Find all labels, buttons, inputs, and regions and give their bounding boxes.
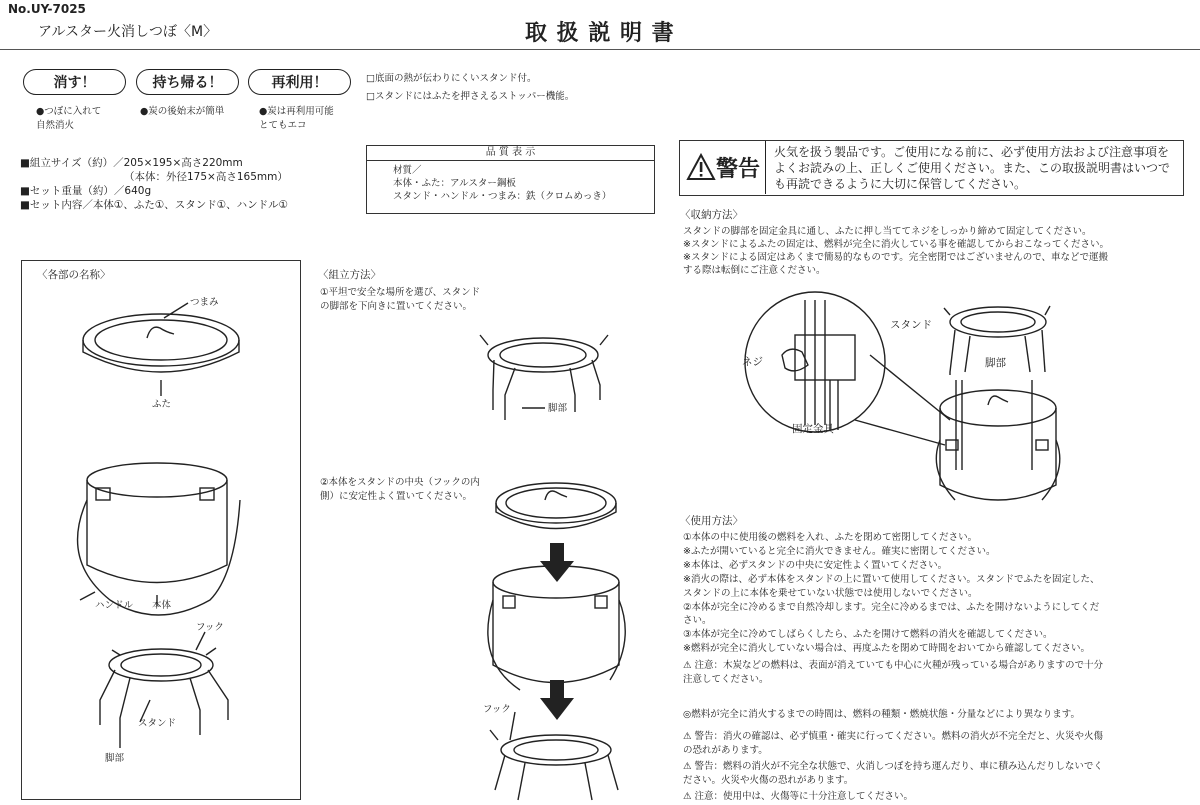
usage-heading: 〈使用方法〉 (680, 515, 743, 527)
assembly-pot-illustration (488, 566, 625, 690)
feature-pill-reuse: 再利用！ (248, 69, 351, 95)
storage-line-3: ※スタンドによる固定はあくまで簡易的なものです。完全密閉ではございませんので、車などで運搬 (683, 252, 1109, 263)
assembly-lid-illustration (496, 483, 616, 529)
storage-label-screw: ネジ (742, 356, 763, 368)
quality-line-2: 本体・ふた：アルスター鋼板 (393, 178, 516, 189)
storage-label-leg: 脚部 (985, 357, 1006, 369)
quality-title: 品 質 表 示 (367, 146, 654, 161)
usage-note: ◎燃料が完全に消火するまでの時間は、燃料の種類・燃焼状態・分量などにより異なります。 (683, 709, 1081, 720)
storage-line-1: スタンドの脚部を固定金具に通し、ふたに押し当ててネジをしっかり締めて固定してください。 (683, 226, 1092, 237)
feature-pill-carry: 持ち帰る！ (136, 69, 239, 95)
document-title: 取 扱 説 明 書 (525, 21, 675, 46)
storage-label-bracket: 固定金具 (792, 423, 834, 435)
usage-line-1: ①本体の中に使用後の燃料を入れ、ふたを閉めて密閉してください。 (683, 532, 978, 543)
usage-warning-1: ⚠ 警告：消火の確認は、必ず慎重・確実に行ってください。燃料の消火が不完全だと、火災や火傷 の恐れがあります。 (683, 731, 1104, 756)
spec-contents: ■セット内容／本体①、ふた①、スタンド①、ハンドル① (20, 199, 289, 211)
assembly-step-2: ②本体をスタンドの中央（フックの内側）に安定性よく置いてください。 (320, 477, 480, 502)
quality-line-3: スタンド・ハンドル・つまみ：鉄（クロムめっき） (393, 191, 612, 202)
assembly-stand-bottom-illustration (490, 712, 618, 800)
usage-line-2: ※ふたが開いていると完全に消火できません。確実に密閉してください。 (683, 546, 996, 557)
product-name: アルスター火消しつぼ〈M〉 (38, 24, 218, 40)
usage-line-8: ③本体が完全に冷めてしばらくしたら、ふたを開けて燃料の消火を確認してください。 (683, 629, 1053, 640)
parts-heading: 〈各部の名称〉 (37, 269, 111, 281)
warning-text: 火気を扱う製品です。ご使用になる前に、必ず使用方法および注意事項をよくお読みの上、正しくご使用ください。また、この取扱説明書はいつでも再読できるように大切に保管してください。 (774, 145, 1171, 191)
assembly-step-1: ①平坦で安全な場所を選び、スタンドの脚部を下向きに置いてください。 (320, 287, 481, 312)
model-number: No.UY-7025 (8, 2, 86, 16)
warning-label: 警告 (716, 157, 761, 182)
stand-illustration-parts (100, 632, 228, 748)
quality-line-1: 材質／ (393, 165, 422, 176)
label-stand: スタンド (138, 718, 177, 729)
label-knob: つまみ (190, 297, 219, 308)
storage-pot-illustration (936, 380, 1059, 500)
usage-warning-2: ⚠ 警告：燃料の消火が不完全な状態で、火消しつぼを持ち運んだり、車に積み込んだりしないでく ださい。火災や火傷の恐れがあります。 (683, 761, 1103, 786)
usage-line-5: スタンドの上に本体を乗せていない状態では使用しないでください。 (683, 588, 978, 599)
assembly-hook-label: フック (483, 704, 511, 715)
storage-label-stand: スタンド (890, 319, 932, 331)
usage-caution-2: ⚠ 注意：使用中は、火傷等に十分注意してください。 (683, 791, 914, 802)
feature-pill-extinguish: 消す！ (23, 69, 126, 95)
storage-line-2: ※スタンドによるふたの固定は、燃料が完全に消火している事を確認してからおこなってください。 (683, 239, 1109, 250)
feature-check-1: □底面の熱が伝わりにくいスタンド付。 (366, 73, 537, 84)
down-arrow-icon-2 (540, 680, 574, 720)
feature-desc-extinguish: ●つぼに入れて 自然消火 (36, 106, 102, 131)
usage-caution-1: ⚠ 注意：木炭などの燃料は、表面が消えていても中心に火種が残っている場合がありますので十分 (683, 660, 1104, 671)
feature-desc-carry: ●炭の後始末が簡単 (140, 106, 225, 117)
label-body: 本体 (152, 600, 172, 611)
usage-caution-1-cont: 注意してください。 (683, 674, 769, 685)
label-handle: ハンドル (95, 600, 134, 611)
storage-detail-circle (745, 292, 950, 445)
pot-illustration (78, 463, 240, 615)
spec-body-size: （本体：外径175×高さ165mm） (124, 171, 288, 183)
down-arrow-icon-1 (540, 543, 574, 582)
usage-line-9: ※燃料が完全に消火していない場合は、再度ふたを閉めて時間をおいてから確認してください。 (683, 643, 1090, 654)
storage-heading: 〈収納方法〉 (680, 209, 743, 221)
usage-line-6: ②本体が完全に冷めるまで自然冷却します。完全に冷めるまでは、ふたを開けないようにしてくだ (683, 602, 1100, 613)
usage-line-4: ※消火の際は、必ず本体をスタンドの上に置いて使用してください。スタンドでふたを固定した、 (683, 574, 1100, 585)
feature-desc-reuse: ●炭は再利用可能 とてもエコ (259, 106, 334, 131)
assembly-stand-illustration (480, 335, 608, 420)
label-lid: ふた (152, 399, 172, 410)
assembly-leg-label: 脚部 (548, 403, 568, 414)
label-leg: 脚部 (105, 753, 125, 764)
usage-line-3: ※本体は、必ずスタンドの中央に安定性よく置いてください。 (683, 560, 948, 571)
feature-check-2: □スタンドにはふたを押さえるストッパー機能。 (366, 91, 575, 102)
spec-weight: ■セット重量（約）／640g (20, 185, 152, 197)
spec-size: ■組立サイズ（約）／205×195×高さ220mm (20, 157, 243, 169)
label-hook: フック (196, 622, 224, 633)
assembly-heading: 〈組立方法〉 (318, 269, 381, 281)
usage-line-7: さい。 (683, 615, 712, 626)
lid-illustration (83, 303, 239, 396)
storage-line-4: する際は転倒にご注意ください。 (683, 265, 826, 276)
